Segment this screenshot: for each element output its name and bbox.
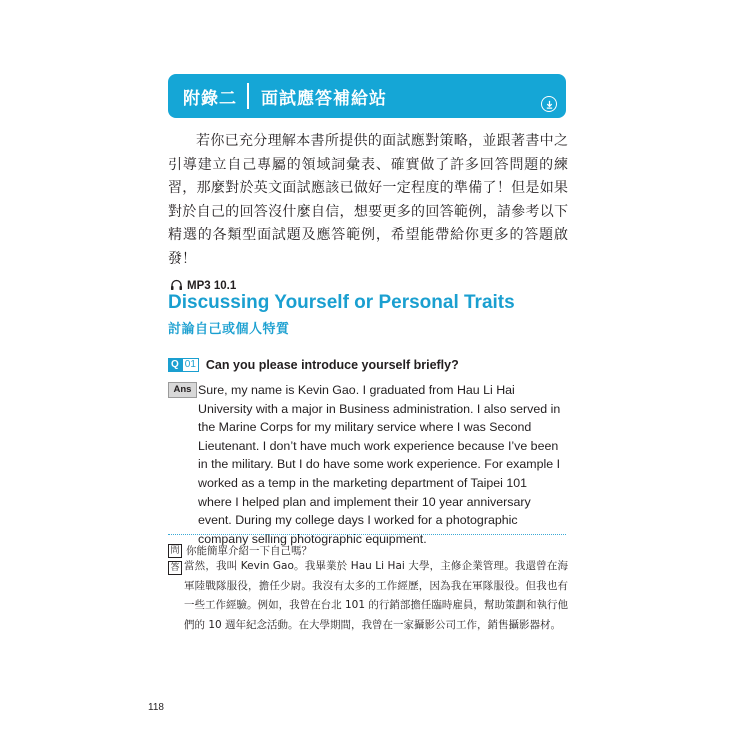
page-number: 118 xyxy=(148,702,164,713)
question-row xyxy=(168,358,459,372)
answer-label: Ans xyxy=(168,382,197,398)
intro-paragraph: 若你已充分理解本書所提供的面試應對策略，並跟著書中之引導建立自己專屬的領域詞彙表、確實做了許多回答問題的練習，那麼對於英文面試應該已做好一定程度的準備了！但是如果對於自己的回答沒什麼自信，想要更多的回答範例，請參考以下精選的各類型面試題及應答範例，希望能帶給你更多的答題啟發！ xyxy=(168,133,568,267)
translated-question-mark: 問 xyxy=(168,544,182,558)
appendix-banner xyxy=(168,74,566,118)
section-divider xyxy=(168,534,566,535)
translated-answer-text: 當然，我叫 Kevin Gao。我畢業於 Hau Li Hai 大學，主修企業管理。我還曾在海軍陸戰隊服役，擔任少尉。我沒有太多的工作經歷，因為我在軍隊服役。但我也有一些工作經驗。例如，我曾在台北 101 的行銷部擔任臨時雇員，幫助策劃和執行他們的 10 週年紀念活動。在大學期間，我曾在一家攝影公司工作，銷售攝影器材。 xyxy=(184,560,568,631)
question-text: Can you please introduce yourself briefly? xyxy=(205,358,459,372)
translated-question-text: 你能簡單介紹一下自己嗎？ xyxy=(186,545,312,557)
translated-question-row xyxy=(168,543,312,558)
answer-text: Sure, my name is Kevin Gao. I graduated from Hau Li Hai University with a major in Business administration. I also served in the Marine Corps for my military service where I was Second Lieutenant. I don’t have much work experience because I’ve been in the military. But I do have some work experience. For example I worked as a temp in the marketing department of Taipei 101 where I helped plan and implement their 10 year anniversary event. During my college days I worked for a photographic company selling photographic equipment. xyxy=(198,383,561,546)
banner-divider xyxy=(247,83,249,109)
audio-track-label: MP3 10.1 xyxy=(187,279,237,292)
section-subtitle: 討論自己或個人特質 xyxy=(168,322,290,337)
question-number: 01 xyxy=(182,358,199,372)
translated-answer-mark: 答 xyxy=(168,561,182,575)
download-arrow-icon[interactable] xyxy=(541,96,557,112)
section-title: Discussing Yourself or Personal Traits xyxy=(168,292,515,313)
appendix-label: 附錄二 xyxy=(183,88,237,109)
question-label: Q xyxy=(168,358,182,372)
appendix-title: 面試應答補給站 xyxy=(261,88,387,109)
